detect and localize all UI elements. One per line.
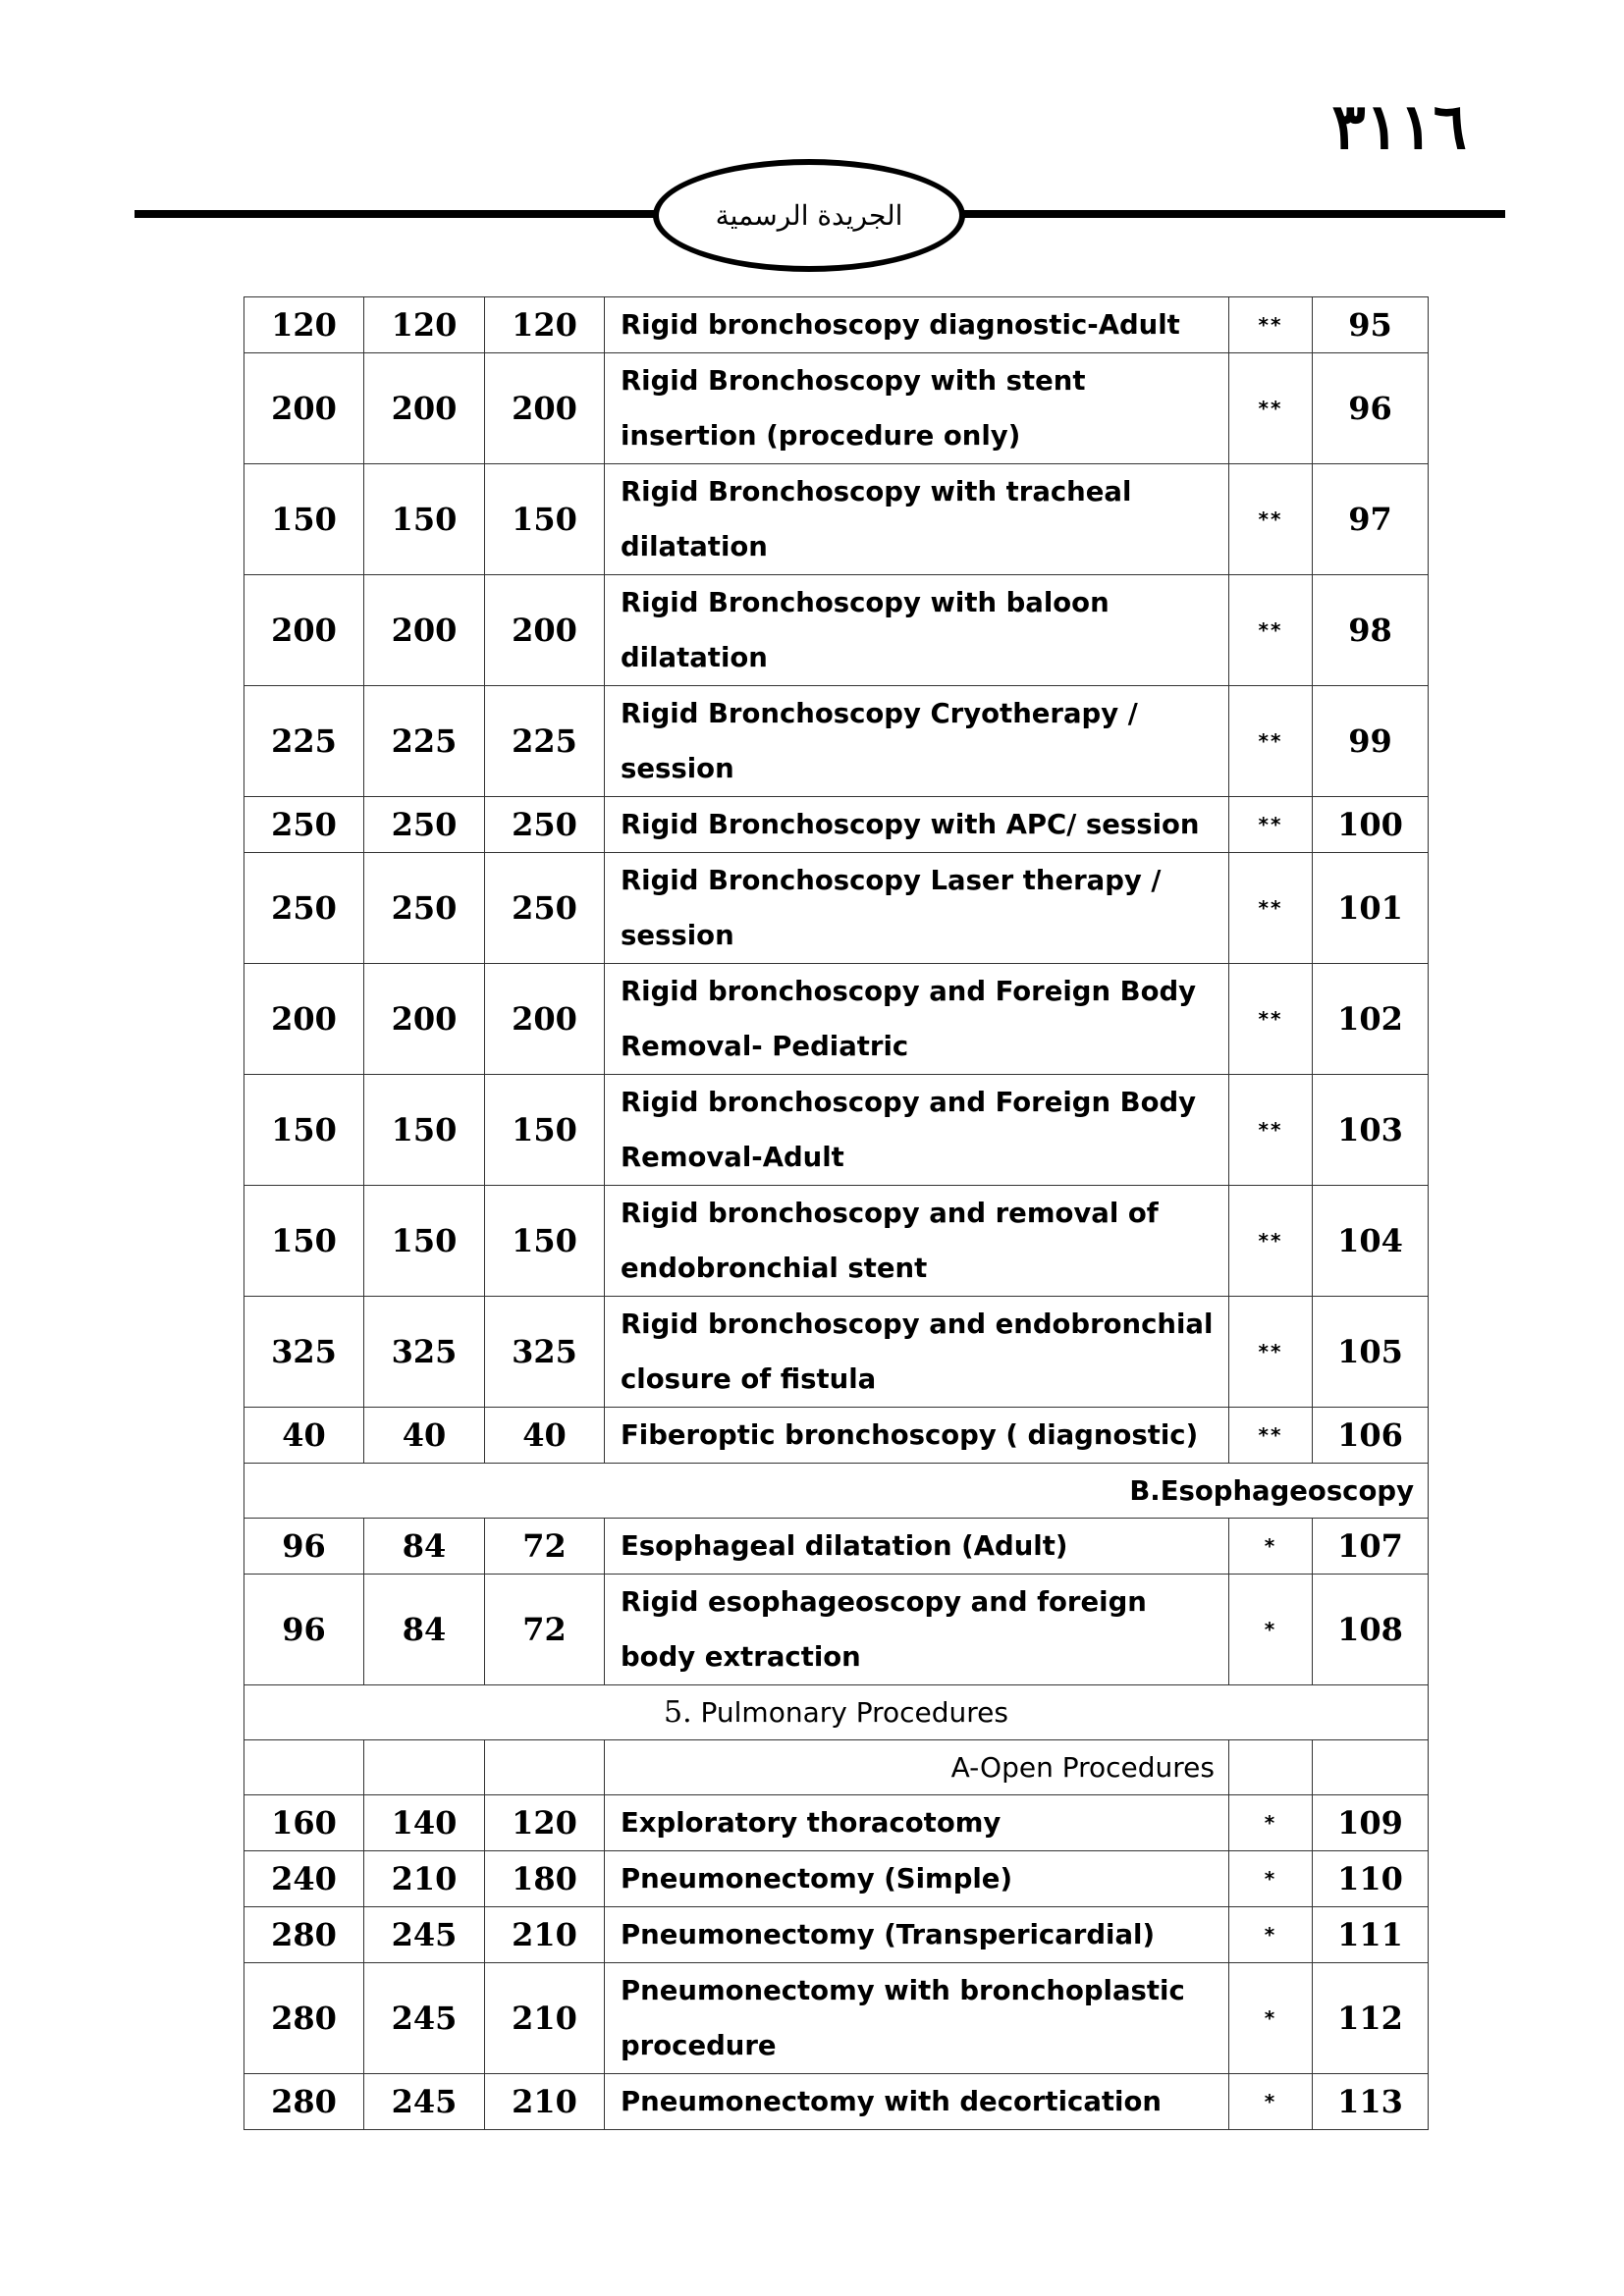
table-row [244,2074,1429,2130]
item-number: 96 [1313,353,1429,464]
item-number: 109 [1313,1795,1429,1851]
fee-col-3: 250 [485,853,605,964]
fee-col-1: 280 [244,1907,364,1963]
item-number: 112 [1313,1963,1429,2074]
table-row [244,297,1429,353]
procedure-name: Rigid bronchoscopy and Foreign Body Removal-Adult [605,1075,1229,1186]
fee-col-1: 96 [244,1519,364,1575]
table-row [244,1963,1429,2074]
asterisk-mark: * [1229,1907,1313,1963]
asterisk-mark: ** [1229,297,1313,353]
section-header-row [244,1464,1429,1519]
table-row [244,1907,1429,1963]
fee-col-1: 150 [244,1186,364,1297]
table-row [244,1519,1429,1575]
fee-col-2: 245 [364,1907,485,1963]
empty-cell [364,1740,485,1795]
asterisk-mark: ** [1229,1297,1313,1408]
fee-col-3: 120 [485,1795,605,1851]
fee-col-1: 280 [244,1963,364,2074]
fee-col-1: 96 [244,1575,364,1685]
fee-col-2: 325 [364,1297,485,1408]
asterisk-mark: ** [1229,575,1313,686]
gazette-title-oval [653,159,965,272]
asterisk-mark: ** [1229,797,1313,853]
item-number: 105 [1313,1297,1429,1408]
asterisk-mark: ** [1229,1408,1313,1464]
fee-col-2: 150 [364,1075,485,1186]
fee-col-3: 150 [485,1075,605,1186]
asterisk-mark: ** [1229,964,1313,1075]
fee-col-2: 150 [364,1186,485,1297]
table-row [244,1186,1429,1297]
procedure-name: Rigid esophageoscopy and foreign body extraction [605,1575,1229,1685]
table-row [244,853,1429,964]
procedure-name: Pneumonectomy (Transpericardial) [605,1907,1229,1963]
fee-col-2: 40 [364,1408,485,1464]
item-number: 102 [1313,964,1429,1075]
fee-col-1: 225 [244,686,364,797]
item-number: 101 [1313,853,1429,964]
asterisk-mark: ** [1229,853,1313,964]
fee-col-2: 210 [364,1851,485,1907]
asterisk-mark: ** [1229,1075,1313,1186]
item-number: 106 [1313,1408,1429,1464]
table-row [244,1795,1429,1851]
fee-col-1: 240 [244,1851,364,1907]
fee-col-1: 160 [244,1795,364,1851]
fee-col-3: 210 [485,1963,605,2074]
table-row [244,797,1429,853]
fee-col-2: 250 [364,853,485,964]
section-5-heading [244,1685,1429,1740]
fee-col-2: 200 [364,353,485,464]
asterisk-mark: * [1229,2074,1313,2130]
item-number: 110 [1313,1851,1429,1907]
asterisk-mark: ** [1229,353,1313,464]
fee-col-3: 72 [485,1519,605,1575]
fee-col-1: 280 [244,2074,364,2130]
fee-table [244,296,1429,2130]
item-number: 104 [1313,1186,1429,1297]
procedure-name: Rigid bronchoscopy and endobronchial closure of fistula [605,1297,1229,1408]
table-row [244,1075,1429,1186]
fee-col-2: 200 [364,964,485,1075]
fee-col-3: 150 [485,1186,605,1297]
fee-col-3: 250 [485,797,605,853]
item-number: 103 [1313,1075,1429,1186]
item-number: 97 [1313,464,1429,575]
empty-cell [485,1740,605,1795]
fee-col-3: 150 [485,464,605,575]
fee-col-3: 210 [485,2074,605,2130]
fee-col-3: 210 [485,1907,605,1963]
table-row [244,464,1429,575]
table-row [244,1851,1429,1907]
table-row [244,686,1429,797]
section-5-number: 5. [663,1695,692,1730]
procedure-name: Rigid Bronchoscopy with baloon dilatation [605,575,1229,686]
asterisk-mark: * [1229,1575,1313,1685]
fee-col-3: 200 [485,964,605,1075]
table-row [244,964,1429,1075]
empty-cell [1313,1740,1429,1795]
fee-col-1: 40 [244,1408,364,1464]
fee-col-3: 200 [485,353,605,464]
fee-col-2: 120 [364,297,485,353]
subsection-header-row [244,1740,1429,1795]
item-number: 95 [1313,297,1429,353]
fee-col-1: 250 [244,853,364,964]
fee-col-3: 180 [485,1851,605,1907]
fee-col-1: 150 [244,464,364,575]
item-number: 108 [1313,1575,1429,1685]
table-row [244,1575,1429,1685]
fee-col-2: 250 [364,797,485,853]
item-number: 98 [1313,575,1429,686]
fee-col-2: 84 [364,1575,485,1685]
table-row [244,1408,1429,1464]
procedure-name: Rigid Bronchoscopy with APC/ session [605,797,1229,853]
procedure-name: Rigid Bronchoscopy with tracheal dilatation [605,464,1229,575]
table-row [244,353,1429,464]
asterisk-mark: ** [1229,1186,1313,1297]
fee-col-2: 150 [364,464,485,575]
asterisk-mark: * [1229,1795,1313,1851]
fee-col-1: 200 [244,353,364,464]
page-number: ٣١١٦ [1331,90,1467,164]
empty-cell [1229,1740,1313,1795]
fee-col-3: 225 [485,686,605,797]
procedure-name: Exploratory thoracotomy [605,1795,1229,1851]
item-number: 100 [1313,797,1429,853]
fee-col-3: 325 [485,1297,605,1408]
asterisk-mark: * [1229,1519,1313,1575]
procedure-name: Pneumonectomy with decortication [605,2074,1229,2130]
fee-col-1: 200 [244,575,364,686]
fee-col-3: 200 [485,575,605,686]
asterisk-mark: ** [1229,464,1313,575]
section-a-heading: A-Open Procedures [605,1740,1229,1795]
procedure-name: Rigid bronchoscopy and removal of endobronchial stent [605,1186,1229,1297]
fee-col-2: 200 [364,575,485,686]
table-row [244,575,1429,686]
fee-col-3: 40 [485,1408,605,1464]
item-number: 113 [1313,2074,1429,2130]
procedure-name: Pneumonectomy with bronchoplastic procedure [605,1963,1229,2074]
fee-col-3: 72 [485,1575,605,1685]
fee-col-1: 120 [244,297,364,353]
fee-col-2: 225 [364,686,485,797]
fee-col-2: 140 [364,1795,485,1851]
fee-col-1: 150 [244,1075,364,1186]
section-header-row [244,1685,1429,1740]
asterisk-mark: * [1229,1851,1313,1907]
fee-col-3: 120 [485,297,605,353]
fee-col-1: 325 [244,1297,364,1408]
procedure-name: Rigid Bronchoscopy with stent insertion (procedure only) [605,353,1229,464]
fee-col-2: 245 [364,1963,485,2074]
procedure-name: Rigid Bronchoscopy Cryotherapy / session [605,686,1229,797]
item-number: 111 [1313,1907,1429,1963]
section-5-title: Pulmonary Procedures [700,1696,1008,1729]
fee-col-2: 245 [364,2074,485,2130]
item-number: 107 [1313,1519,1429,1575]
procedure-name: Pneumonectomy (Simple) [605,1851,1229,1907]
procedure-name: Fiberoptic bronchoscopy ( diagnostic) [605,1408,1229,1464]
fee-col-1: 200 [244,964,364,1075]
procedure-name: Esophageal dilatation (Adult) [605,1519,1229,1575]
fee-col-2: 84 [364,1519,485,1575]
fee-col-1: 250 [244,797,364,853]
item-number: 99 [1313,686,1429,797]
procedure-name: Rigid bronchoscopy diagnostic-Adult [605,297,1229,353]
empty-cell [244,1740,364,1795]
section-b-heading: B.Esophageoscopy [244,1464,1429,1519]
table-row [244,1297,1429,1408]
asterisk-mark: ** [1229,686,1313,797]
asterisk-mark: * [1229,1963,1313,2074]
procedure-name: Rigid Bronchoscopy Laser therapy / session [605,853,1229,964]
procedure-name: Rigid bronchoscopy and Foreign Body Removal- Pediatric [605,964,1229,1075]
gazette-title: الجريدة الرسمية [715,199,903,232]
